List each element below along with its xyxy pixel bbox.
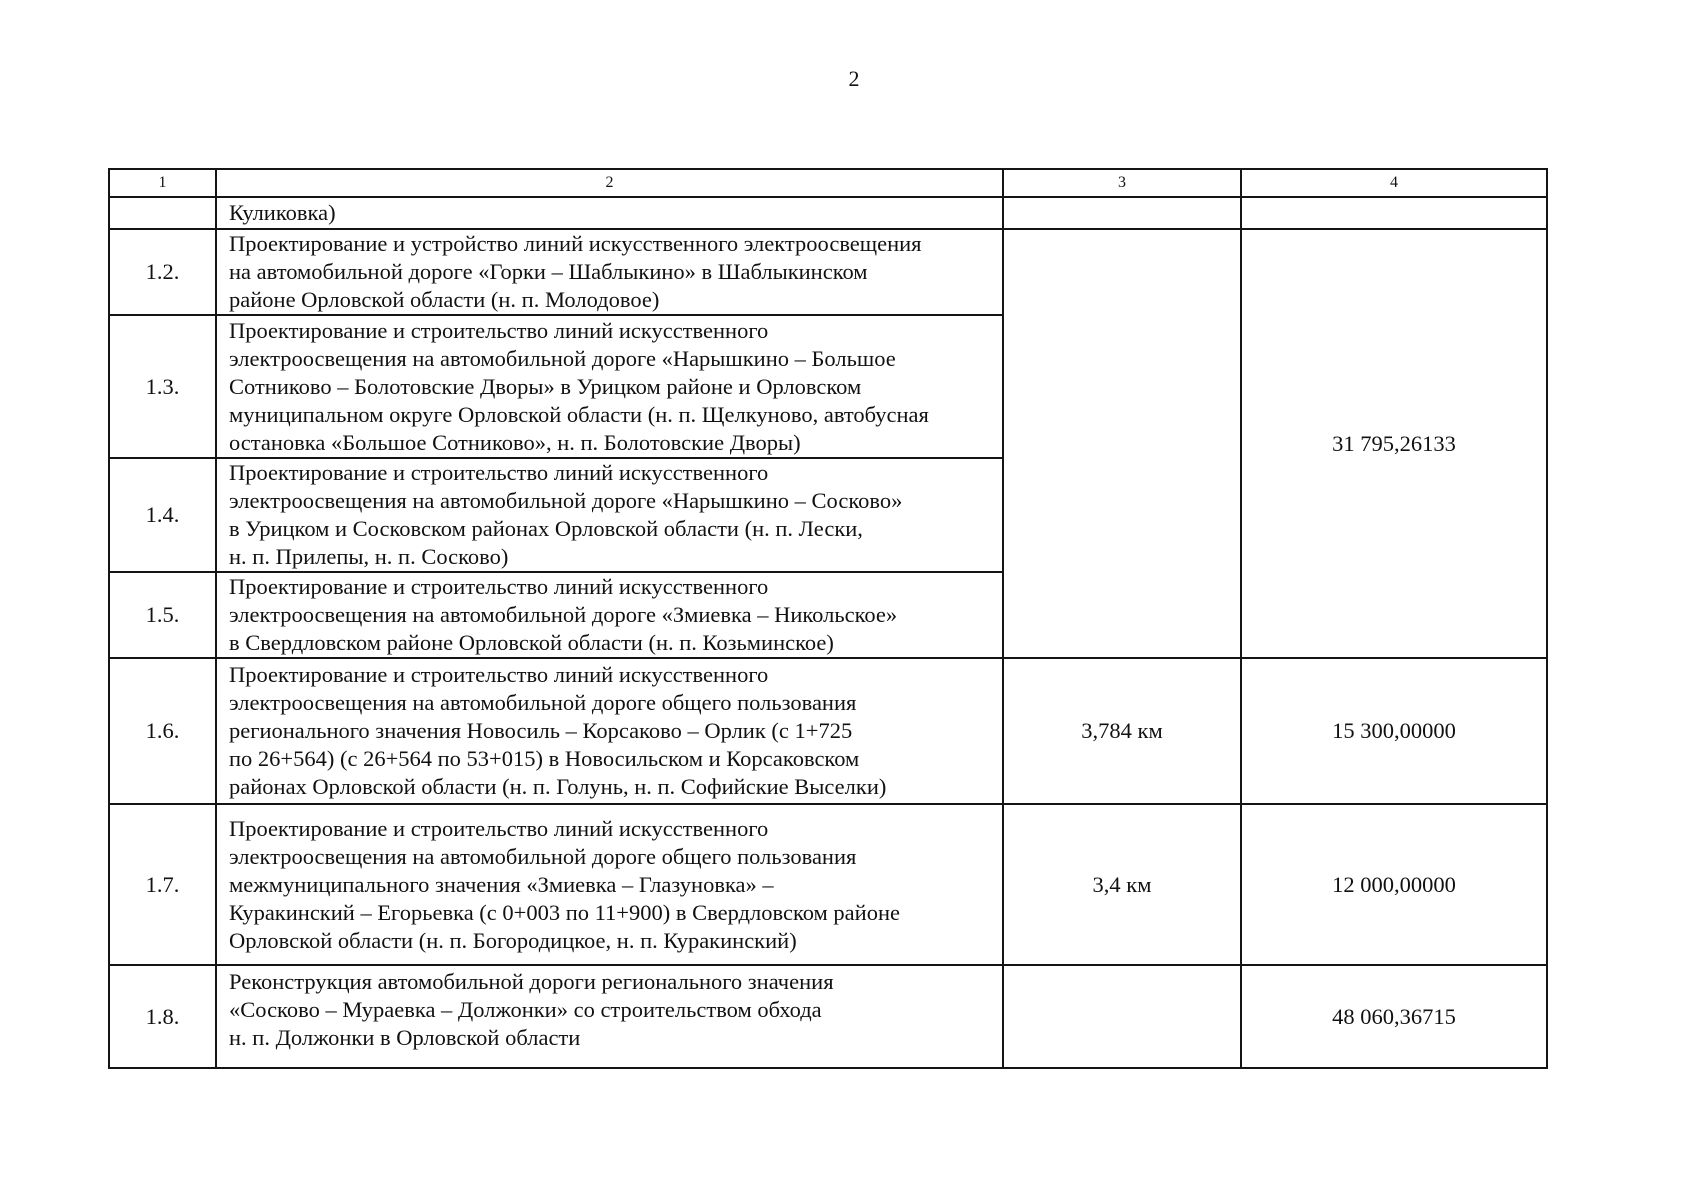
row-number: 1.8. bbox=[109, 965, 216, 1068]
table-row bbox=[109, 965, 1547, 1068]
work-description bbox=[216, 965, 1003, 1068]
description-line: в Свердловском районе Орловской области (н. п. Козьминское) bbox=[229, 630, 834, 655]
description-line: районе Орловской области (н. п. Молодовое) bbox=[229, 287, 660, 312]
length-cell: 3,4 км bbox=[1003, 804, 1241, 965]
description-line: Куракинский – Егорьевка (с 0+003 по 11+900) в Свердловском районе bbox=[229, 899, 900, 925]
description-line: муниципальном округе Орловской области (н. п. Щелкуново, автобусная bbox=[229, 401, 929, 427]
description-line: н. п. Прилепы, н. п. Сосково) bbox=[229, 544, 509, 569]
table-row bbox=[109, 658, 1547, 804]
description-line: электроосвещения на автомобильной дороге «Нарышкино – Большое bbox=[229, 345, 896, 371]
amount-cell: 48 060,36715 bbox=[1241, 965, 1547, 1068]
column-header-1: 1 bbox=[109, 169, 216, 197]
description-line: районах Орловской области (н. п. Голунь, н. п. Софийские Выселки) bbox=[229, 774, 887, 799]
description-line: электроосвещения на автомобильной дороге «Нарышкино – Сосково» bbox=[229, 488, 903, 513]
description-line: Проектирование и строительство линий искусственного bbox=[229, 815, 769, 841]
description-line: Орловской области (н. п. Богородицкое, н. п. Куракинский) bbox=[229, 927, 797, 953]
description-line: межмуниципального значения «Змиевка – Глазуновка» – bbox=[229, 871, 774, 897]
row-number: 1.5. bbox=[109, 572, 216, 658]
column-header-3: 3 bbox=[1003, 169, 1241, 197]
description-line: «Сосково – Мураевка – Должонки» со строительством обхода bbox=[229, 997, 822, 1022]
description-line: Проектирование и строительство линий искусственного bbox=[229, 460, 769, 485]
row-number: 1.4. bbox=[109, 458, 216, 572]
table-row bbox=[109, 804, 1547, 965]
description-line: Проектирование и строительство линий искусственного bbox=[229, 317, 769, 343]
description-line: электроосвещения на автомобильной дороге общего пользования bbox=[229, 843, 857, 869]
description-line: Сотниково – Болотовские Дворы» в Урицком районе и Орловском bbox=[229, 373, 862, 399]
description-line: остановка «Большое Сотниково», н. п. Болотовские Дворы) bbox=[229, 429, 801, 455]
description-line: электроосвещения на автомобильной дороге «Змиевка – Никольское» bbox=[229, 602, 898, 627]
continuation-text: Куликовка) bbox=[216, 197, 1003, 229]
description-line: Проектирование и строительство линий искусственного bbox=[229, 574, 769, 599]
work-description bbox=[216, 658, 1003, 804]
header-row bbox=[109, 169, 1547, 197]
amount-cell bbox=[1241, 197, 1547, 229]
amount-cell: 15 300,00000 bbox=[1241, 658, 1547, 804]
description-line: электроосвещения на автомобильной дороге общего пользования bbox=[229, 690, 857, 715]
table-row-continuation bbox=[109, 197, 1547, 229]
description-line: по 26+564) (с 26+564 по 53+015) в Новосильском и Корсаковском bbox=[229, 746, 860, 771]
work-description bbox=[216, 804, 1003, 965]
length-cell bbox=[1003, 965, 1241, 1068]
length-cell-merged bbox=[1003, 229, 1241, 658]
description-line: Реконструкция автомобильной дороги регионального значения bbox=[229, 969, 834, 994]
row-number: 1.6. bbox=[109, 658, 216, 804]
page-number: 2 bbox=[848, 66, 860, 91]
amount-cell: 12 000,00000 bbox=[1241, 804, 1547, 965]
row-number: 1.7. bbox=[109, 804, 216, 965]
description-line: Проектирование и строительство линий искусственного bbox=[229, 662, 769, 687]
row-number: 1.3. bbox=[109, 315, 216, 458]
column-header-4: 4 bbox=[1241, 169, 1547, 197]
work-description bbox=[216, 458, 1003, 572]
description-line: в Урицком и Сосковском районах Орловской области (н. п. Лески, bbox=[229, 516, 863, 541]
length-cell: 3,784 км bbox=[1003, 658, 1241, 804]
row-number-cell bbox=[109, 197, 216, 229]
amount-cell-merged: 31 795,26133 bbox=[1241, 229, 1547, 658]
description-line: регионального значения Новосиль – Корсаково – Орлик (с 1+725 bbox=[229, 718, 853, 743]
column-header-2: 2 bbox=[216, 169, 1003, 197]
description-line: н. п. Должонки в Орловской области bbox=[229, 1025, 581, 1050]
description-line: на автомобильной дороге «Горки – Шаблыкино» в Шаблыкинском bbox=[229, 259, 868, 284]
work-description bbox=[216, 229, 1003, 315]
row-number: 1.2. bbox=[109, 229, 216, 315]
works-table bbox=[108, 168, 1548, 1069]
length-cell bbox=[1003, 197, 1241, 229]
work-description bbox=[216, 572, 1003, 658]
table-row bbox=[109, 229, 1547, 315]
description-line: Проектирование и устройство линий искусственного электроосвещения bbox=[229, 231, 922, 256]
work-description bbox=[216, 315, 1003, 458]
